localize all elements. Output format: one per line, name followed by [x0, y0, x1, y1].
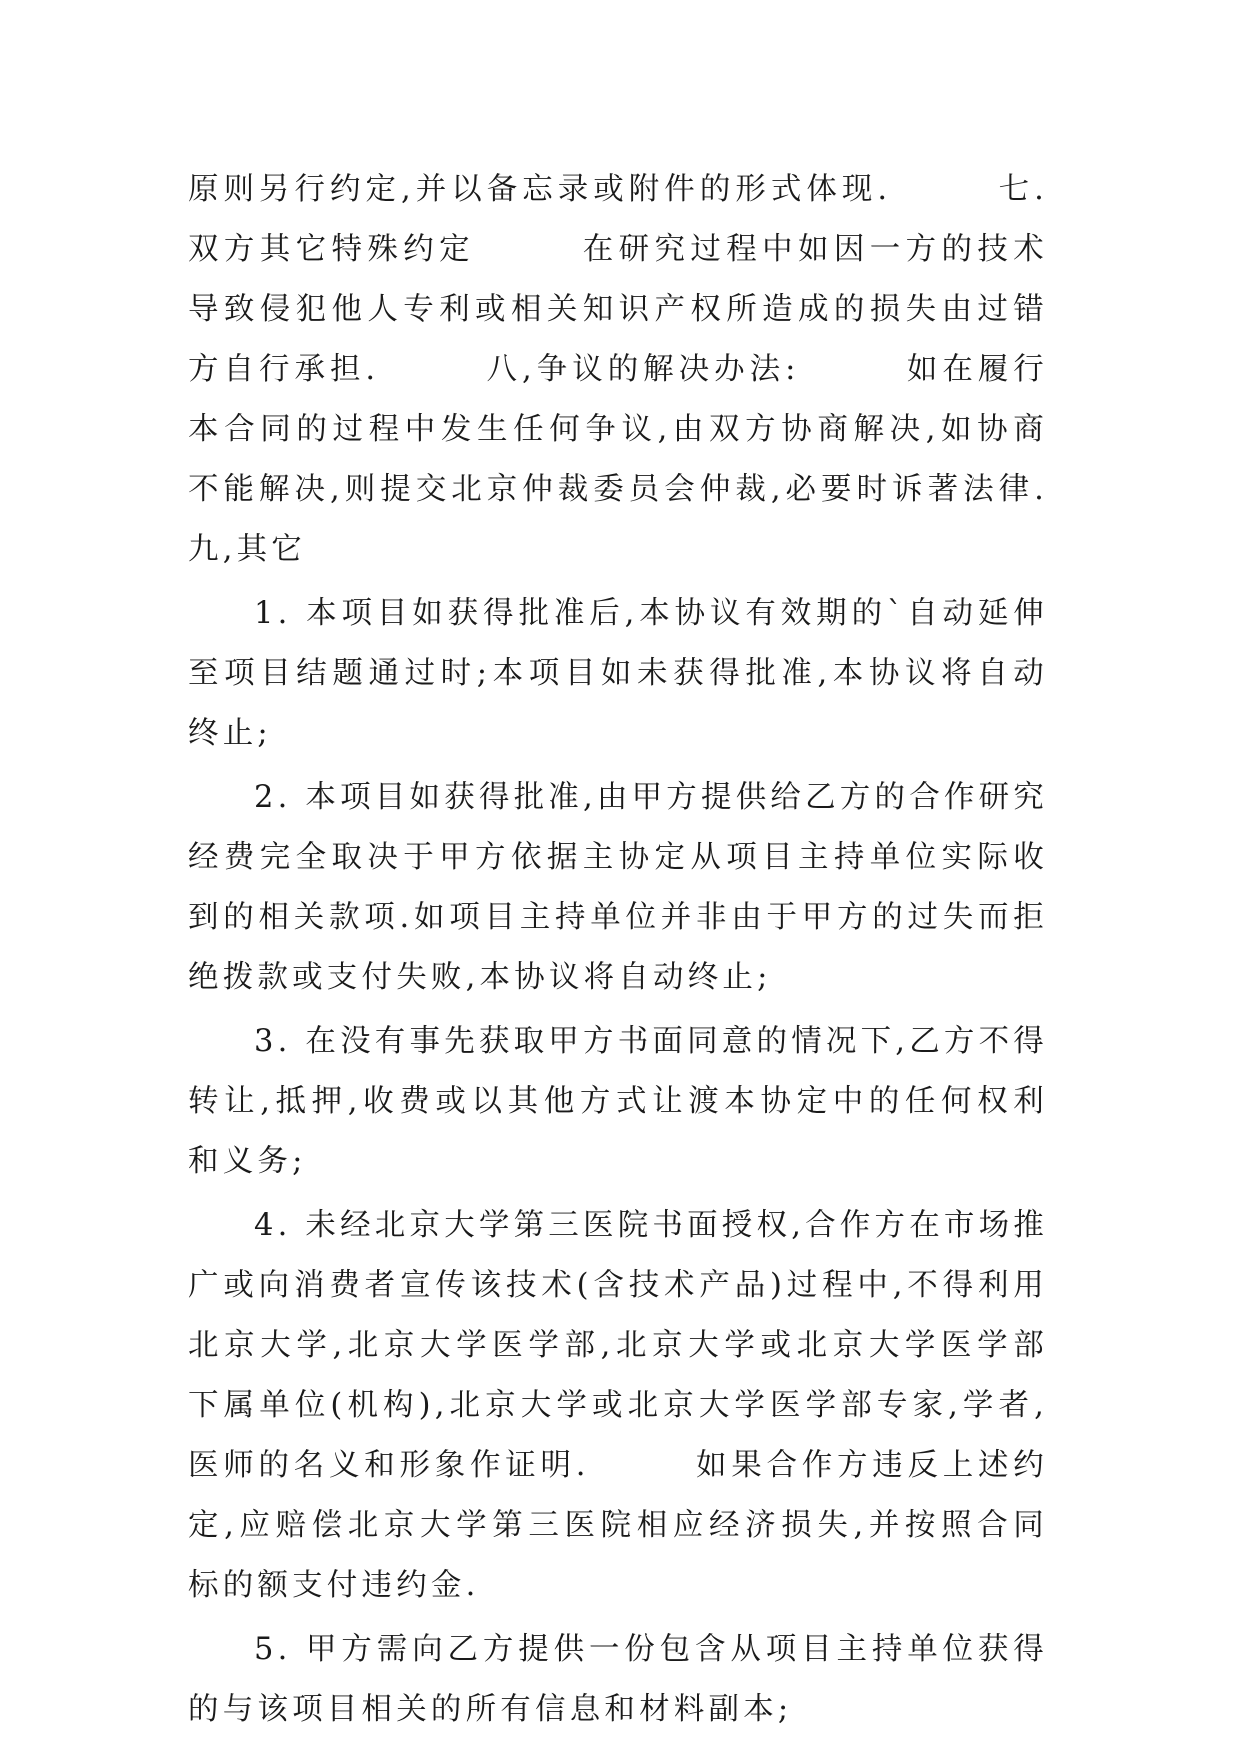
document-body	[188, 160, 1153, 1740]
paragraph-item-1: 1. 本项目如获得批准后,本协议有效期的`自动延伸至项目结题通过时;本项目如未获得批准,本协议将自动终止;	[188, 596, 1048, 751]
paragraph-item-5: 5. 甲方需向乙方提供一份包含从项目主持单位获得的与该项目相关的所有信息和材料副本;	[188, 1632, 1048, 1727]
paragraph-clauses-7-9: 原则另行约定,并以备忘录或附件的形式体现. 七.双方其它特殊约定 在研究过程中如因一方的技术导致侵犯他人专利或相关知识产权所造成的损失由过错方自行承担. 八,争议的解决办法: 如在履行本合同的过程中发生任何争议,由双方协商解决,如协商不能解决,则提交北京仲裁委员会仲裁,必要时诉著法律. 九,其它	[188, 172, 1153, 567]
paragraph-item-3: 3. 在没有事先获取甲方书面同意的情况下,乙方不得转让,抵押,收费或以其他方式让渡本协定中的任何权利和义务;	[188, 1024, 1048, 1179]
paragraph-item-2: 2. 本项目如获得批准,由甲方提供给乙方的合作研究经费完全取决于甲方依据主协定从项目主持单位实际收到的相关款项.如项目主持单位并非由于甲方的过失而拒绝拨款或支付失败,本协议将自动终止;	[188, 780, 1048, 995]
paragraph-item-4: 4. 未经北京大学第三医院书面授权,合作方在市场推广或向消费者宣传该技术(含技术产品)过程中,不得利用北京大学,北京大学医学部,北京大学或北京大学医学部下属单位(机构),北京大学或北京大学医学部专家,学者,医师的名义和形象作证明. 如果合作方违反上述约定,应赔偿北京大学第三医院相应经济损失,并按照合同标的额支付违约金.	[188, 1208, 1048, 1603]
